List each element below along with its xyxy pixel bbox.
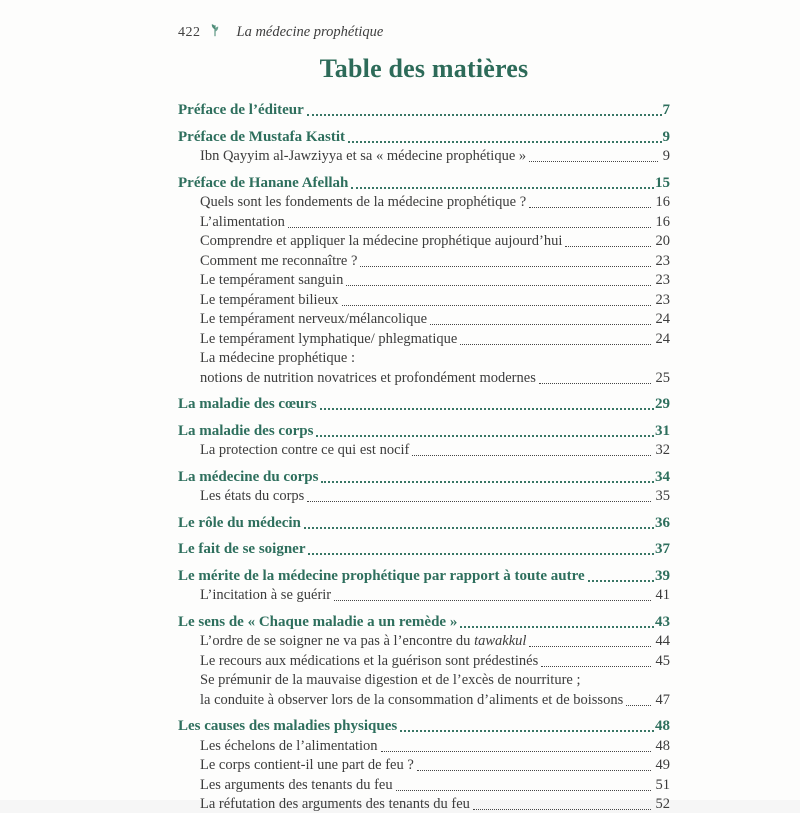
toc-entry-label: Se prémunir de la mauvaise digestion et de l’excès de nourriture ; bbox=[200, 672, 581, 688]
dot-leader bbox=[400, 730, 654, 732]
dot-leader bbox=[417, 770, 651, 771]
toc-entry-label: Les états du corps bbox=[200, 488, 305, 504]
toc-entry bbox=[178, 252, 670, 270]
page-content bbox=[178, 22, 670, 813]
toc-entry bbox=[178, 310, 670, 328]
toc-entry-page: 41 bbox=[655, 587, 670, 603]
toc-entry-page: 51 bbox=[655, 776, 670, 793]
toc-entry-page: 34 bbox=[655, 468, 670, 485]
leaf-icon bbox=[210, 23, 220, 42]
toc-entry-page: 7 bbox=[662, 102, 670, 118]
toc-list bbox=[178, 101, 670, 813]
toc-entry-label: Le tempérament lymphatique/ phlegmatique bbox=[200, 330, 458, 347]
toc-entry-label: la conduite à observer lors de la consommation d’aliments et de boissons bbox=[200, 691, 624, 708]
toc-entry bbox=[178, 101, 670, 119]
toc-entry-page: 15 bbox=[655, 174, 670, 191]
dot-leader bbox=[396, 790, 651, 791]
dot-leader bbox=[308, 553, 654, 555]
toc-entry-label: Préface de l’éditeur bbox=[178, 102, 304, 118]
toc-entry bbox=[178, 422, 670, 440]
toc-entry bbox=[178, 652, 670, 670]
toc-entry-page: 45 bbox=[655, 652, 670, 669]
toc-entry-label: Le tempérament sanguin bbox=[200, 272, 344, 288]
toc-entry-label-italic: tawakkul bbox=[474, 633, 527, 649]
dot-leader bbox=[430, 324, 650, 325]
toc-entry-label: Les arguments des tenants du feu bbox=[200, 776, 393, 793]
toc-entry-page: 48 bbox=[655, 718, 670, 734]
dot-leader bbox=[565, 246, 650, 247]
running-header bbox=[178, 22, 670, 41]
toc-entry-page: 23 bbox=[655, 272, 670, 288]
dot-leader bbox=[529, 161, 658, 162]
toc-entry-page: 23 bbox=[655, 252, 670, 269]
dot-leader bbox=[539, 383, 651, 384]
toc-entry bbox=[178, 795, 670, 813]
toc-entry-label: Le fait de se soigner bbox=[178, 541, 306, 557]
toc-entry-label: Le corps contient-il une part de feu ? bbox=[200, 757, 414, 773]
toc-entry-label: Le rôle du médecin bbox=[178, 514, 301, 531]
dot-leader bbox=[320, 408, 654, 410]
toc-entry-label: L’incitation à se guérir bbox=[200, 587, 332, 603]
toc-entry-page: 39 bbox=[655, 567, 670, 584]
toc-entry bbox=[178, 717, 670, 735]
dot-leader bbox=[626, 705, 650, 706]
toc-entry-label: La maladie des corps bbox=[178, 422, 314, 439]
dot-leader bbox=[304, 527, 654, 529]
toc-entry-label: Comment me reconnaître ? bbox=[200, 252, 358, 269]
toc-entry-label: La protection contre ce qui est nocif bbox=[200, 442, 410, 458]
toc-entry bbox=[178, 776, 670, 794]
dot-leader bbox=[334, 600, 650, 601]
dot-leader bbox=[588, 580, 654, 582]
toc-entry bbox=[178, 632, 670, 650]
dot-leader bbox=[460, 344, 650, 345]
toc-entry-page: 36 bbox=[655, 514, 670, 531]
toc-entry-label: Les causes des maladies physiques bbox=[178, 718, 398, 734]
toc-entry bbox=[178, 369, 670, 387]
toc-entry bbox=[178, 291, 670, 309]
toc-entry bbox=[178, 756, 670, 774]
toc-entry bbox=[178, 232, 670, 250]
toc-entry-page: 16 bbox=[655, 194, 670, 210]
toc-entry-page: 32 bbox=[655, 442, 670, 458]
toc-entry-label: Comprendre et appliquer la médecine prophétique aujourd’hui bbox=[200, 233, 563, 249]
dot-leader bbox=[381, 751, 651, 752]
toc-entry bbox=[178, 691, 670, 709]
dot-leader bbox=[346, 285, 650, 286]
dot-leader bbox=[412, 455, 650, 456]
toc-entry bbox=[178, 586, 670, 604]
dot-leader bbox=[307, 501, 650, 502]
toc-entry-page: 9 bbox=[662, 148, 670, 164]
toc-entry bbox=[178, 737, 670, 755]
toc-entry-label: L’alimentation bbox=[200, 213, 285, 230]
toc-entry-label: L’ordre de se soigner ne va pas à l’encontre du tawakkul bbox=[200, 633, 527, 649]
toc-entry-page: 49 bbox=[655, 757, 670, 773]
toc-entry bbox=[178, 613, 670, 631]
toc-entry bbox=[178, 193, 670, 211]
toc-entry-page: 37 bbox=[655, 541, 670, 557]
toc-entry-label: Préface de Mustafa Kastit bbox=[178, 128, 346, 145]
dot-leader bbox=[351, 187, 654, 189]
dot-leader bbox=[342, 305, 651, 306]
toc-entry-label: Ibn Qayyim al-Jawziyya et sa « médecine prophétique » bbox=[200, 148, 527, 164]
toc-entry bbox=[178, 330, 670, 348]
dot-leader bbox=[348, 141, 661, 143]
dot-leader bbox=[529, 207, 650, 208]
toc-entry-page: 31 bbox=[655, 422, 670, 439]
toc-entry-page: 48 bbox=[655, 737, 670, 754]
toc-entry bbox=[178, 671, 670, 689]
dot-leader bbox=[316, 435, 654, 437]
toc-entry bbox=[178, 487, 670, 505]
toc-entry-label: Le mérite de la médecine prophétique par rapport à toute autre bbox=[178, 567, 585, 584]
toc-entry-page: 44 bbox=[655, 633, 670, 649]
toc-entry-label: Les échelons de l’alimentation bbox=[200, 737, 378, 754]
toc-entry bbox=[178, 147, 670, 165]
toc-entry-label: La médecine du corps bbox=[178, 468, 319, 485]
dot-leader bbox=[529, 646, 650, 647]
toc-entry-page: 29 bbox=[655, 396, 670, 412]
toc-entry-page: 43 bbox=[655, 613, 670, 630]
toc-entry bbox=[178, 395, 670, 413]
toc-entry-label: Préface de Hanane Afellah bbox=[178, 174, 349, 191]
dot-leader bbox=[541, 666, 650, 667]
toc-entry-label: La maladie des cœurs bbox=[178, 396, 317, 412]
toc-entry-page: 52 bbox=[655, 796, 670, 812]
toc-entry-label: Le recours aux médications et la guérison sont prédestinés bbox=[200, 652, 539, 669]
toc-entry bbox=[178, 468, 670, 486]
toc-entry bbox=[178, 213, 670, 231]
toc-entry bbox=[178, 567, 670, 585]
toc-entry-label: Le tempérament nerveux/mélancolique bbox=[200, 311, 428, 327]
toc-entry bbox=[178, 174, 670, 192]
toc-entry-page: 25 bbox=[655, 369, 670, 386]
toc-entry bbox=[178, 514, 670, 532]
toc-entry bbox=[178, 271, 670, 289]
toc-entry-label: Quels sont les fondements de la médecine prophétique ? bbox=[200, 194, 527, 210]
dot-leader bbox=[360, 266, 650, 267]
toc-entry-page: 24 bbox=[655, 330, 670, 347]
page-title: Table des matières bbox=[319, 54, 529, 83]
toc-entry bbox=[178, 540, 670, 558]
running-book-title: La médecine prophétique bbox=[236, 24, 384, 40]
dot-leader bbox=[321, 481, 654, 483]
toc-entry bbox=[178, 349, 670, 367]
toc-entry-label: Le sens de « Chaque maladie a un remède » bbox=[178, 613, 458, 630]
toc-entry-label: notions de nutrition novatrices et profondément modernes bbox=[200, 369, 536, 386]
toc-entry-label: Le tempérament bilieux bbox=[200, 291, 339, 308]
toc-entry bbox=[178, 128, 670, 146]
dot-leader bbox=[307, 114, 662, 116]
toc-entry-page: 9 bbox=[662, 128, 670, 145]
toc-entry-page: 24 bbox=[655, 311, 670, 327]
toc-entry-page: 35 bbox=[655, 488, 670, 504]
dot-leader bbox=[473, 809, 651, 810]
dot-leader bbox=[460, 626, 654, 628]
toc-entry bbox=[178, 441, 670, 459]
folio-page-number: 422 bbox=[178, 25, 201, 40]
toc-entry-page: 23 bbox=[655, 291, 670, 308]
toc-entry-label: La réfutation des arguments des tenants du feu bbox=[200, 796, 470, 812]
dot-leader bbox=[288, 227, 651, 228]
toc-entry-page: 16 bbox=[655, 213, 670, 230]
toc-entry-page: 20 bbox=[655, 233, 670, 249]
toc-entry-page: 47 bbox=[655, 691, 670, 708]
toc-entry-label: La médecine prophétique : bbox=[200, 350, 356, 366]
